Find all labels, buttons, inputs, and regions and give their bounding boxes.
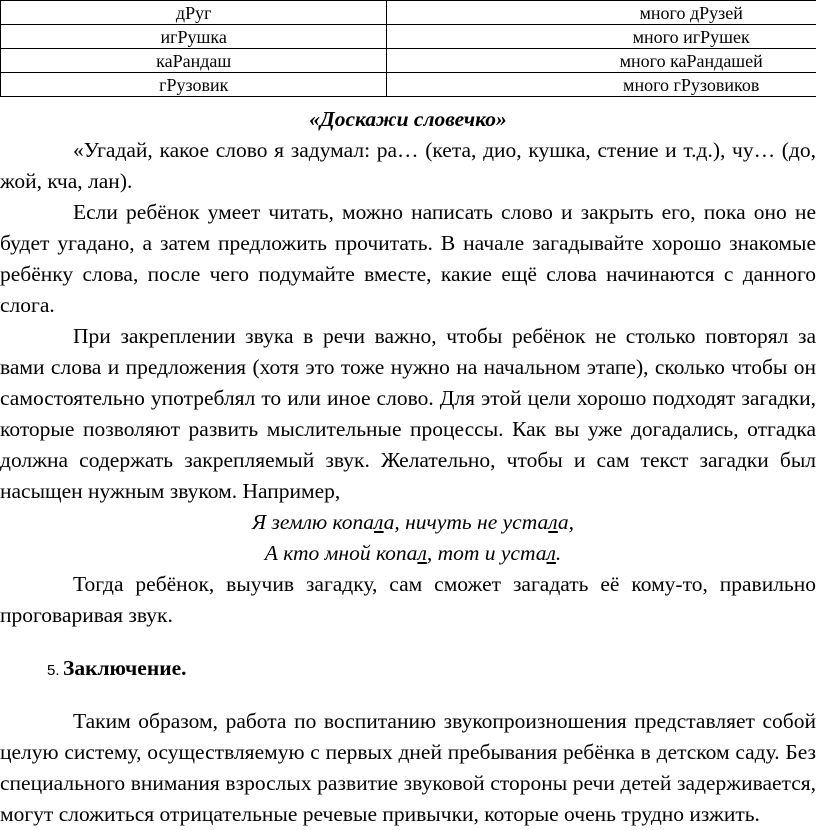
spacer xyxy=(0,631,816,653)
riddle-text: , тот и уста xyxy=(427,541,547,565)
table-cell-plural: много дРузей xyxy=(387,1,816,25)
table-row xyxy=(1,49,816,73)
table-cell-singular: дРуг xyxy=(1,1,387,25)
paragraph-reading-tip: Если ребёнок умеет читать, можно написать слово и закрыть его, пока оно не будет угадано, а затем предложить прочитать. В начале загадывайте хорошо знакомые ребёнку слова, после чего подумайте вместе, какие ещё слова начинаются с данного слога. xyxy=(0,197,816,321)
table-cell-plural: много гРузовиков xyxy=(387,73,816,97)
riddle-underlined-sound: л xyxy=(417,541,426,565)
section-title: Заключение. xyxy=(63,653,187,684)
table-row xyxy=(1,25,816,49)
paragraph-sound-consolidation: При закреплении звука в речи важно, чтобы ребёнок не столько повторял за вами слова и предложения (хотя это тоже нужно на начальном этапе), сколько чтобы он самостоятельно употреблял то или иное слово. Для этой цели хорошо подходят загадки, которые позволяют развить мыслительные процессы. Как вы уже догадались, отгадка должна содержать закрепляемый звук. Желательно, чтобы и сам текст загадки был насыщен нужным звуком. Например, xyxy=(0,321,816,507)
riddle-underlined-sound: л xyxy=(374,510,384,534)
table-cell-plural: много игРушек xyxy=(387,25,816,49)
riddle-underlined-sound: л xyxy=(547,541,556,565)
table-cell-singular: игРушка xyxy=(1,25,387,49)
table-row xyxy=(1,1,816,25)
table-cell-singular: гРузовик xyxy=(1,73,387,97)
section-heading xyxy=(0,653,816,684)
riddle-text: а, ничуть не уста xyxy=(384,510,549,534)
paragraph-riddle-intro: «Угадай, какое слово я задумал: ра… (кета, дио, кушка, стение и т.д.), чу… (до, жой, кча, лан). xyxy=(0,135,816,197)
table-cell-singular: каРандаш xyxy=(1,49,387,73)
riddle-line-2 xyxy=(0,538,816,569)
table-row xyxy=(1,73,816,97)
section-number: 5. xyxy=(47,655,60,686)
paragraph-riddle-usage: Тогда ребёнок, выучив загадку, сам сможет загадать её кому-то, правильно проговаривая звук. xyxy=(0,569,816,631)
riddle-line-1 xyxy=(0,507,816,538)
riddle-text: а, xyxy=(558,510,574,534)
riddle-text: А кто мной копа xyxy=(265,541,418,565)
table-cell-plural: много каРандашей xyxy=(387,49,816,73)
spacer xyxy=(0,684,816,706)
riddle-text: Я землю копа xyxy=(252,510,374,534)
game-title: «Доскажи словечко» xyxy=(0,104,816,135)
document-body xyxy=(0,104,816,830)
riddle-text: . xyxy=(556,541,561,565)
riddle-underlined-sound: л xyxy=(548,510,558,534)
paragraph-conclusion: Таким образом, работа по воспитанию звукопроизношения представляет собой целую систему, осуществляемую с первых дней пребывания ребёнка в детском саду. Без специального внимания взрослых развитие звуковой стороны речи детей задерживается, могут сложиться отрицательные речевые привычки, которые очень трудно изжить. xyxy=(0,706,816,830)
words-table xyxy=(0,0,816,97)
